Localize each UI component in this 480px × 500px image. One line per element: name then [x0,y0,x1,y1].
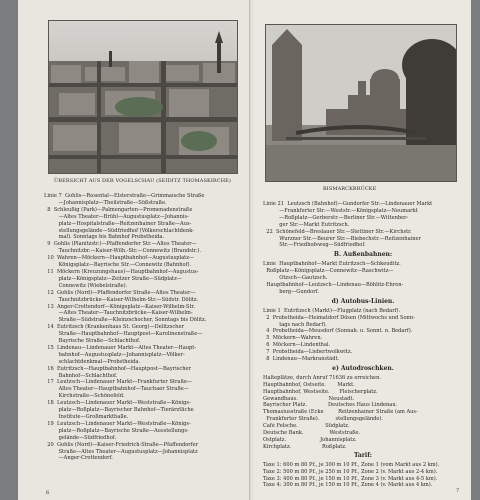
tarif-line-text: Taxe 3: 400 m 80 Pf., je 150 m 10 Pf., Zone 3 (v. Markt aus 4-5 km). [263,475,438,482]
taxi-stand-text: Hauptbahnhof, Ostseite. Markt. [263,381,355,388]
tram-line-text: —Altes Theater—Tauchnitzbrücke—Kaiser-Wilhelm- [44,310,193,317]
taxi-stand-text: Deutsche Bank. Weststraße. [263,430,361,437]
tram-line-text: Straße—Südstraße—Kleinzschocher, Sonntags bis Dölitz. [44,317,207,324]
tram-line-text: —Anger-Crottendorf. [44,455,113,462]
taxi-stand-text: Kirchplatz. Roßplatz. [263,443,347,450]
taxi-stand-text: Ostplatz. Johannisplatz. [263,437,357,443]
city-aerial-photo [48,20,238,174]
tram-line-text: platz—Königsplatz—Zeitzer Straße—Südplatz— [44,275,182,282]
taxi-stand-text: Hauptbahnhof, Westseite. Fleischerplatz. [263,388,378,395]
right-text-column [263,201,463,489]
section-b-heading: B. Außenbahnen: [333,251,393,259]
bismarck-bridge-photo [265,24,457,182]
tram-line-text: 15 Lindenau—Lindenauer Markt—Altes Theater—Haupt- [44,344,197,351]
tram-line-text: 11 Möckern (Kreuzungshaus)—Hauptbahnhof—Augustus- [44,268,199,275]
autobus-line-text: 5 Möckern—Wahren. [263,335,323,342]
tram-line-text: Bahnhof—Schlachthof. [44,372,118,379]
tram-line-text: Kirchstraße—Schönefeld. [44,393,125,400]
autobus-line-text: 6 Möckern—Lindenthal. [263,342,331,349]
autobus-line-text: 7 Probstheida—Liebertwolkwitz. [263,349,353,356]
tram-line-text: 12 Gohlis (Nord)—Pfaffendorfer Straße—Altes Theater— [44,289,196,296]
outer-line-text: Linie Hauptbahnhof—Markt Eutritzsch—Schkeuditz. [263,261,401,268]
tram-line-text: schlachtdenkmal—Probstheida. [44,358,141,365]
tarif-heading: Tarif: [353,451,372,459]
tram-line-text: 13 Anger-Crottendorf—Königsplatz—Kaiser-Wilhelm-Str. [44,303,196,310]
tram-line-text: Tauchnitzbr.—Kaiser-Wilh.-Str.—Connewitz (Brandstr.). [44,248,202,255]
tram-line-text: Straße—Altes Theater—Augustusplatz—Johannisplatz [44,448,198,455]
tram-line-text: 8 Schleußig (Park)—Palmengarten—Promenadenstraße [44,206,193,213]
taxi-stand-text: Gewandhaus. Neustadt. [263,395,354,402]
section-autobus-heading: d) Autobus-Linien. [331,297,395,305]
tram-line-text: platz—Roßplatz—Bayrische Straße—Ausstellungs- [44,427,189,434]
tram-line-text: —Johannisplatz—Theilstraße—Süßstraße. [44,199,167,206]
tram-line-text: —Altes Theater—Brühl—Augustusplatz—Johannis- [44,213,189,220]
left-page [18,0,250,500]
tram-line-text: 22 Schönefeld—Breslauer Str.—Stettiner Str.—Kirchstr. [263,228,412,235]
left-photo-caption: ÜBERSICHT AUS DER VOGELSCHAU (SEIDITZ THOMASKIRCHE) [54,178,231,184]
tram-line-text: Wurzner Str.—Beurer Str.—Biebechstr.—Reitzenhainer [263,235,421,242]
outer-line-text: berg—Gundorf. [263,288,319,295]
autobus-line-text: tags nach Bedarf). [263,321,327,328]
taxi-stand-text: Café Felsche. Südplatz. [263,423,350,430]
tram-line-text: Königsplatz—Bayrische Str.—Connewitz (Bahnhof). [44,262,192,269]
taxi-stand-text: Thomasiusstraße (Ecke Reitzenhainer Straße (am Aus- [263,409,418,416]
tram-line-text: Linie 21 Leutzsch (Bahnhof)—Gundorfer Str.—Lindenauer Markt [263,201,433,207]
tram-line-text: —Roßplatz—Gerberstr.—Berliner Str.—Wittenber- [263,214,409,221]
tram-line-text: 9 Gohlis (Planitzstr.)—Pfaffendorfer Str.—Altes Theater— [44,241,197,248]
tram-line-text: Institute—Großmarkthalle. [44,414,129,420]
outer-line-text: Ötzsch—Gautzsch. [263,275,328,282]
tram-line-text: 10 Wahren—Möckern—Hauptbahnhof—Augustusplatz— [44,255,194,262]
tram-lines-list [44,193,248,462]
tram-line-text: mal). Sonntags bis Bahnhof Probstheida. [44,234,164,241]
outer-line-text: Roßplatz—Königsplatz—Connewitz—Raschwitz— [263,268,394,275]
tarif-line-text: Taxe 1: 600 m 80 Pf., je 300 m 10 Pf., Zone 1 (vom Markt aus 2 km). [263,461,440,468]
taxi-stand-text: Bayrischer Platz. Deutsches Haus Lindenau. [263,402,398,409]
tram-line-text: Connewitz (Wiebelstraße). [44,282,128,289]
autobus-line-text: 8 Lindenau—Markranstädt. [263,356,340,363]
outer-line-text: Hauptbahnhof—Leutzsch—Lindenau—Böhlitz-Ehren- [263,281,404,288]
tram-line-text: Linie 7 Gohlis—Rosental—Elsterstraße—Grimmaische Straße [44,193,205,199]
tram-line-text: Bayrische Straße—Schlachthof. [44,338,141,345]
tarif-line-text: Taxe 2: 500 m 80 Pf., je 250 m 10 Pf., Zone 2 (v. Markt aus 2-4 km). [263,468,438,475]
taxi-stand-text: Halteplätze, durch Anruf 71636 zu erreichen. [263,374,381,381]
page-number-left: 6 [46,490,50,496]
tram-line-text: gelände—Südfriedhof. [44,434,117,441]
tram-line-text: bahnhof—Augustusplatz—Johannisplatz—Völker- [44,351,185,358]
tram-line-text: ger Str.—Markt Eutritzsch. [263,221,350,228]
tram-line-text: platz—Roßplatz—Bayrischer Bahnhof—Tierärztliche [44,407,194,414]
right-photo-caption: BISMARCKBRÜCKE [323,186,377,192]
tram-line-text: 17 Leutzsch—Lindenauer Markt—Frankfurter Straße— [44,379,192,386]
tram-line-text: 16 Eutritzsch—Hauptbahnhof—Hauptpost—Bayrischer [44,365,191,372]
tram-line-text: —Frankfurter Str.—Weststr.—Königsplatz—Neumarkt [263,207,418,214]
tarif-line-text: Taxe 4: 300 m 80 Pf., je 150 m 10 Pf., Zone 4 (v. Markt aus 4 km). [263,482,433,489]
autobus-line-text: Linie 1 Eutritzsch (Markt)—Flugplatz (nach Bedarf). [263,307,401,314]
tram-line-text: 18 Leutzsch—Lindenauer Markt—Weststraße—Königs- [44,400,191,407]
right-page [253,0,471,500]
tram-line-text: Tauchnitzbrücke—Kaiser-Wilhelm-Str.—Südstr. Dölitz. [44,296,199,303]
tram-line-text: 19 Leutzsch—Lindenauer Markt—Weststraße—Königs- [44,420,191,427]
autobus-line-text: 4 Probstheida—Meusdorf (Sonnab. u. Sonnt. n. Bedarf). [263,328,413,335]
tram-line-text: platz—Hospitalstraße—Reitzenhainer Straße—Aus- [44,220,192,227]
tram-line-text: stellungsgelände—Südfriedhof (Völkerschlachtdenk- [44,227,194,234]
tram-line-text: 14 Eutritzsch (Krankenhaus St. Georg)—Delitzscher [44,324,184,331]
autobus-line-text: 2 Probstheida—Heimatdorf Dösen (Mittwochs und Sonn- [263,314,415,321]
section-autodroschken-heading: e) Autodroschken. [332,364,394,372]
page-number-right: 7 [456,488,460,494]
tram-line-text: Altes Theater—Hauptbahnhof—Tauchaer Straße— [44,386,189,393]
taxi-stand-text: Frankfurter Straße). stellungsgelände). [263,416,384,423]
tram-line-text: Straße—Hauptbahnhof—Hauptpost—Karolinenstraße— [44,331,203,338]
tram-line-text: 20 Gohlis (Nord)—Kaiser-Friedrich-Straße—Pfaffendorfer [44,441,199,448]
tram-line-text: Str.—Friedhofsweg—Südfriedhof. [263,242,366,249]
